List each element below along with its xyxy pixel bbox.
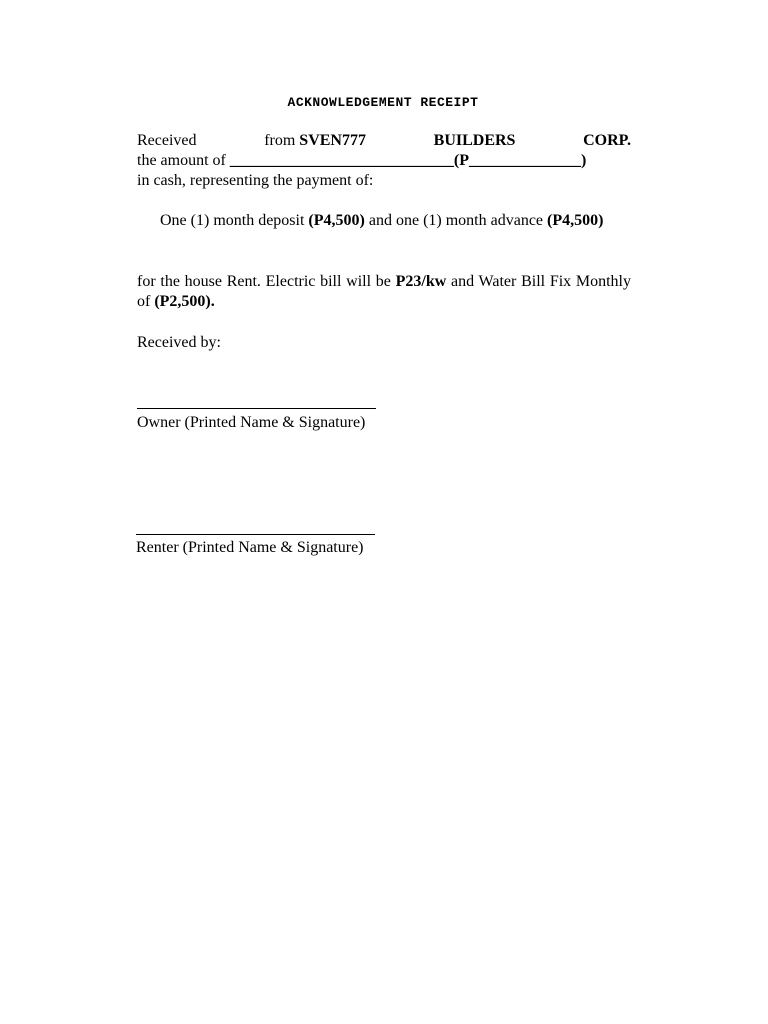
cash-line: in cash, representing the payment of: [137,172,374,189]
amount-numeric-open: (P [453,152,469,169]
water-text: and Water Bill Fix Monthly of [137,273,631,310]
received-word: Received [137,132,197,149]
amount-numeric-close: ) [580,152,587,169]
amount-line [137,151,631,171]
advance-amount: (P4,500) [547,212,604,229]
received-by-label: Received by: [137,334,221,351]
company-name: SVEN777 [299,132,366,149]
amount-numeric-blank: ______________ [468,152,581,169]
from-and-company [264,131,366,151]
payment-line [160,211,640,231]
electric-rate: P23/kw [395,273,447,290]
company-word-corp: CORP. [583,132,631,149]
advance-text: and one (1) month advance [364,212,548,229]
renter-label: Renter (Printed Name & Signature) [136,539,364,556]
owner-signature-line [137,408,376,409]
deposit-amount: (P4,500) [308,212,365,229]
amount-prefix: the amount of [137,152,230,169]
amount-words-blank: ____________________________ [229,152,454,169]
owner-label: Owner (Printed Name & Signature) [137,414,366,431]
renter-signature-line [136,534,375,535]
from-word: from [264,132,296,149]
water-amount: (P2,500). [154,293,215,310]
received-from-line [137,131,631,151]
company-word-builders: BUILDERS [433,132,516,149]
rent-intro: for the house Rent. Electric bill will be [137,273,396,290]
page-title: ACKNOWLEDGEMENT RECEIPT [287,95,479,110]
rent-paragraph [137,272,631,312]
deposit-text: One (1) month deposit [160,212,309,229]
